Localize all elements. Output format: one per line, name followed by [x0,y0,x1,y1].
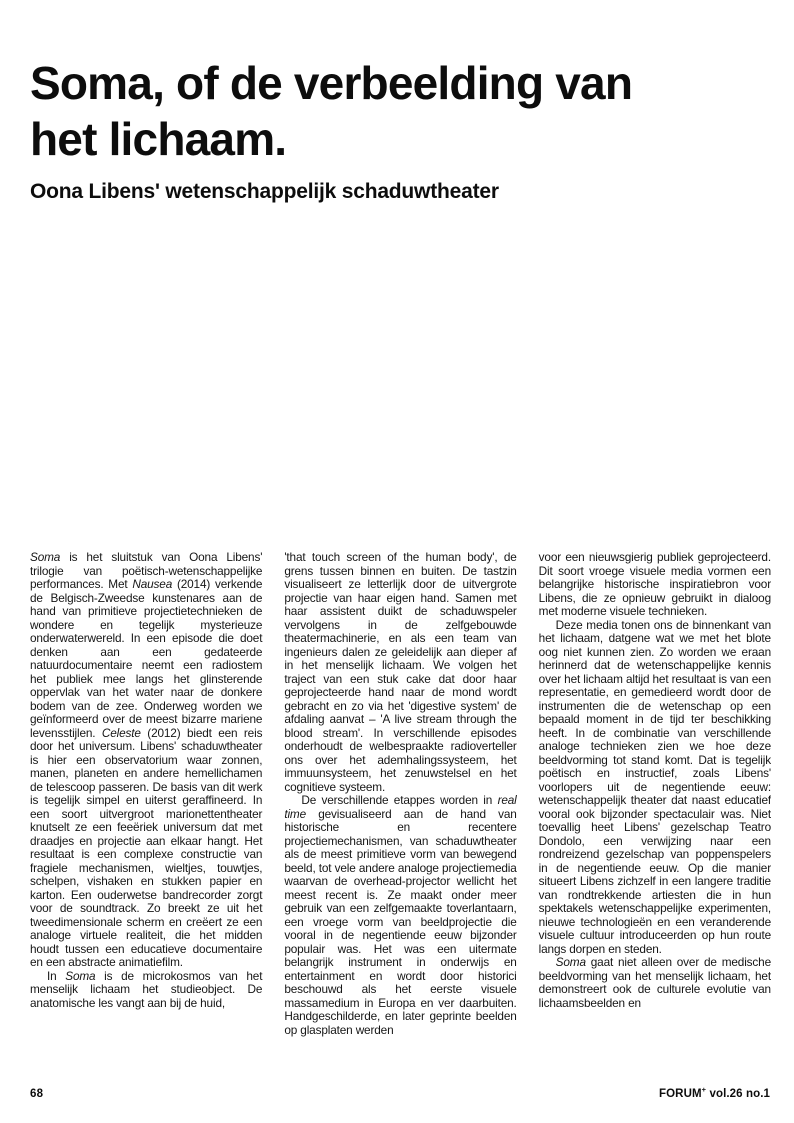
body-text: gevisualiseerd aan de hand van historische en recentere projectiemechanismen, van schaduwtheater als de meest primitieve vorm van bewegend beeld, tot vele andere analoge projectiemedia waarvan de overhead-projector wellicht het meest recent is. Ze maakt onder meer gebruik van een zelfgemaakte toverlantaarn, een vroege vorm van beeldprojectie die vooral in de negentiende eeuw bijzonder populair was. Het was een uitermate belangrijk instrument in onderwijs en entertainment en wordt door historici beschouwd als het eerste visuele massamedium in Europa en ver daarbuiten. Handgeschilderde, en later geprinte beelden op glasplaten werden [284,806,517,1037]
paragraph [539,956,771,1010]
body-text: is de microkosmos van het menselijk lichaam het studieobject. De anatomische les vangt aan bij de huid, [30,968,263,1010]
article-column-3 [539,551,771,1063]
title-line-2: het lichaam. [30,112,287,165]
italic-text: Nausea [132,577,173,591]
paragraph [284,794,516,1037]
italic-text: real time [284,793,517,821]
italic-text: Soma [65,968,96,983]
paragraph [30,551,262,970]
italic-text: Soma [555,955,586,969]
footer-page-number: 68 [30,1088,44,1100]
body-text: In [47,968,66,983]
page-subtitle: Oona Libens' wetenschappelijk schaduwtheater [30,180,499,204]
journal-plus-sign: + [701,1085,707,1095]
body-text: (2012) biedt een reis door het universum. Libens' schaduwtheater is hier een observatorium waar zonnen, manen, planeten en andere hemellichamen de telescoop passeren. De basis van dit werk is tegelijk simpel en uiterst geraffineerd. In een soort uitvergroot marionettentheater knutselt ze een feeëriek universum dat met draadjes en projectie aan elkaar hangt. Het resultaat is een complexe constructie van fragiele mechanismen, wieltjes, touwtjes, schelpen, vishaken en stukken papier en karton. Een ouderwetse bandrecorder zorgt voor de soundtrack. Zo breekt ze uit het tweedimensionale scherm en creëert ze een analoge virtuele realiteit, die het midden houdt tussen een educatieve documentaire en een abstracte animatiefilm. [30,725,263,969]
article-body [30,551,771,1063]
body-text: gaat niet alleen over de medische beeldvorming van het menselijk lichaam, het demonstreert ook de culturele evolutie van lichaamsbeelden en [538,955,771,1010]
paragraph [539,551,771,619]
italic-text: Soma [30,551,61,564]
article-column-1 [30,551,262,1063]
title-line-1: Soma, of de verbeelding van [30,56,633,109]
page-title [30,55,770,167]
body-text: De verschillende etappes worden in [301,793,498,807]
journal-name: FORUM [659,1088,702,1100]
paragraph [30,970,262,1011]
paragraph [539,619,771,957]
journal-issue: vol.26 no.1 [706,1088,770,1100]
page-footer [30,1085,770,1100]
body-text: (2014) verkende de Belgisch-Zweedse kunstenares aan de hand van primitieve projectietechnieken de wondere en tegelijk mysterieuze onderwaterwereld. In een episode die doet denken aan een gedateerde natuurdocumentaire neemt een radiostem het publiek mee langs het glinsterende oppervlak van het water naar de donkere bodem van de zee. Onderweg worden we geïnformeerd over de meest bizarre mariene levensstijlen. [30,577,263,740]
body-text: Deze media tonen ons de binnenkant van het lichaam, datgene wat we met het blote oog niet kunnen zien. Zo worden we eraan herinnerd dat de wetenschappelijke kennis over het lichaam altijd het resultaat is van een representatie, en gemedieerd wordt door de instrumenten die de wetenschap op een bepaald moment in de tijd ter beschikking heeft. In de combinatie van verschillende analoge technieken zien we hoe deze beeldvorming tot stand komt. Dat is tegelijk poëtisch en instructief, zoals Libens' voorlopers uit de negentiende eeuw: wetenschappelijk theater dat naast educatief vooral ook bijzonder spectaculair was. Niet toevallig heet Libens' gezelschap Teatro Dondolo, een verwijzing naar een rondreizend gezelschap van poppenspelers in de negentiende eeuw. Op die manier situeert Libens zichzelf in een langere traditie van rondtrekkende artiesten die in hun spektakels wetenschappelijke experimenten, nieuwe technologieën en een veranderende visuele cultuur introduceerden op hun route langs dorpen en steden. [538,617,771,956]
body-text: 'that touch screen of the human body', de grens tussen binnen en buiten. De tastzin visualiseert ze letterlijk door de uitvergrote projectie van haar eigen hand. Samen met haar assistent duikt de schaduwspeler vervolgens in de zelfgebouwde theatermachinerie, en als een team van ingenieurs dalen ze geleidelijk aan dieper af in het menselijk lichaam. We volgen het traject van een stuk cake dat door haar geprojecteerde hand naar de mond wordt gebracht en zo via het 'digestive system' de afdaling aanvat – 'A live stream through the blood stream'. In verschillende episodes onderhoudt de welbespraakte radioverteller ons over het ademhalingssysteem, het immuunsysteem, het zenuwstelsel en het cognitieve systeem. [284,551,517,794]
italic-text: Celeste [101,725,141,740]
article-column-2 [284,551,516,1063]
body-text: is het sluitstuk van Oona Libens' trilogie van poëtisch-wetenschappelijke performances. Met [30,551,263,591]
footer-journal-title [659,1085,770,1100]
paragraph [284,551,516,794]
body-text: voor een nieuwsgierig publiek geprojecteerd. Dit soort vroege visuele media vormen een belangrijke historische inspiratiebron voor Libens, die ze opnieuw gebruikt in dialoog met moderne visuele technieken. [538,551,771,618]
